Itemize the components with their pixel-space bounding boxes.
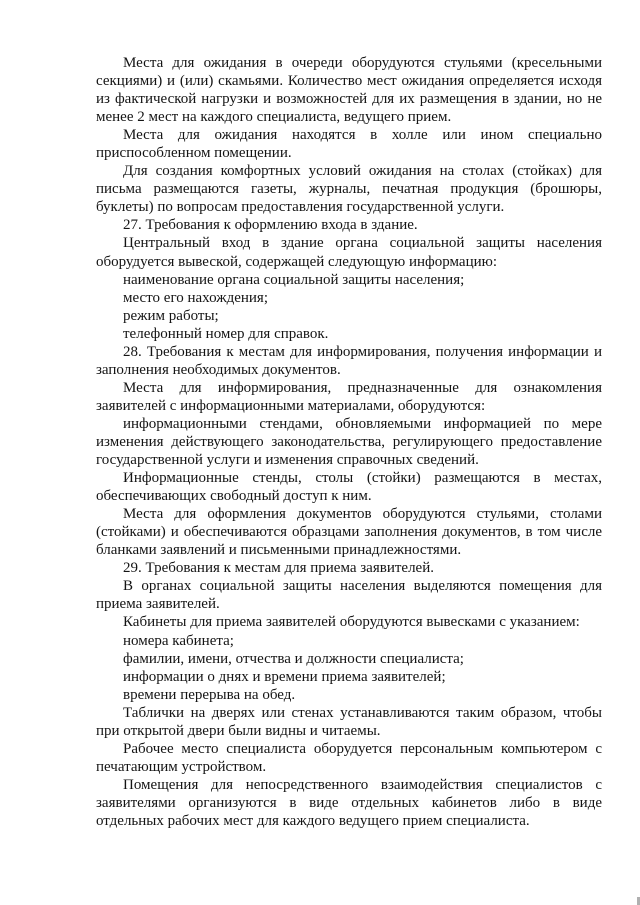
paragraph: Таблички на дверях или стенах устанавливаются таким образом, чтобы при открытой двери были видны и читаемы. — [96, 704, 602, 739]
paragraph: Места для оформления документов оборудуются стульями, столами (стойками) и обеспечиваются образцами заполнения документов, в том числе бланками заявлений и письменными принадлежностями. — [96, 506, 602, 559]
paragraph: телефонный номер для справок. — [123, 325, 329, 342]
paragraph: Места для ожидания находятся в холле или ином специально приспособленном помещении. — [96, 127, 602, 162]
paragraph: фамилии, имени, отчества и должности специалиста; — [123, 650, 464, 667]
paragraph: место его нахождения; — [123, 289, 268, 306]
paragraph: номера кабинета; — [123, 632, 234, 649]
paragraph: Кабинеты для приема заявителей оборудуются вывесками с указанием: — [123, 614, 580, 631]
paragraph: информационными стендами, обновляемыми информацией по мере изменения действующего законодательства, регулирующего предоставление государственной услуги и изменения справочных сведений. — [96, 415, 602, 469]
paragraph: 28. Требования к местам для информирования, получения информации и заполнения необходимых документов. — [96, 343, 602, 378]
paragraph: Информационные стенды, столы (стойки) размещаются в местах, обеспечивающих свободный доступ к ним. — [96, 470, 602, 505]
paragraph: 29. Требования к местам для приема заявителей. — [123, 560, 434, 577]
paragraph: 27. Требования к оформлению входа в здание. — [123, 217, 418, 234]
paragraph: Центральный вход в здание органа социальной защиты населения оборудуется вывеской, содержащей следующую информацию: — [96, 235, 602, 270]
paragraph: режим работы; — [123, 307, 219, 324]
paragraph: времени перерыва на обед. — [123, 686, 296, 703]
paragraph: Места для ожидания в очереди оборудуются стульями (кресельными секциями) и (или) скамьями. Количество мест ожидания определяется исходя из фактической нагрузки и возможностей для их размещения в здании, но не менее 2 мест на каждого специалиста, ведущего прием. — [96, 55, 602, 126]
paragraph: Рабочее место специалиста оборудуется персональным компьютером с печатающим устройством. — [96, 740, 602, 775]
paragraph: Помещения для непосредственного взаимодействия специалистов с заявителями организуются в виде отдельных кабинетов либо в виде отдельных рабочих мест для каждого ведущего прием специалиста. — [96, 776, 602, 829]
paragraph: Для создания комфортных условий ожидания на столах (стойках) для письма размещаются газеты, журналы, печатная продукция (брошюры, буклеты) по вопросам предоставления государственной услуги. — [96, 163, 602, 216]
paragraph: Места для информирования, предназначенные для ознакомления заявителей с информационными материалами, оборудуются: — [96, 379, 602, 414]
paragraph: В органах социальной защиты населения выделяются помещения для приема заявителей. — [96, 578, 602, 613]
document-body — [96, 54, 602, 830]
paragraph: наименование органа социальной защиты населения; — [123, 271, 465, 288]
paragraph: информации о днях и времени приема заявителей; — [123, 668, 446, 685]
